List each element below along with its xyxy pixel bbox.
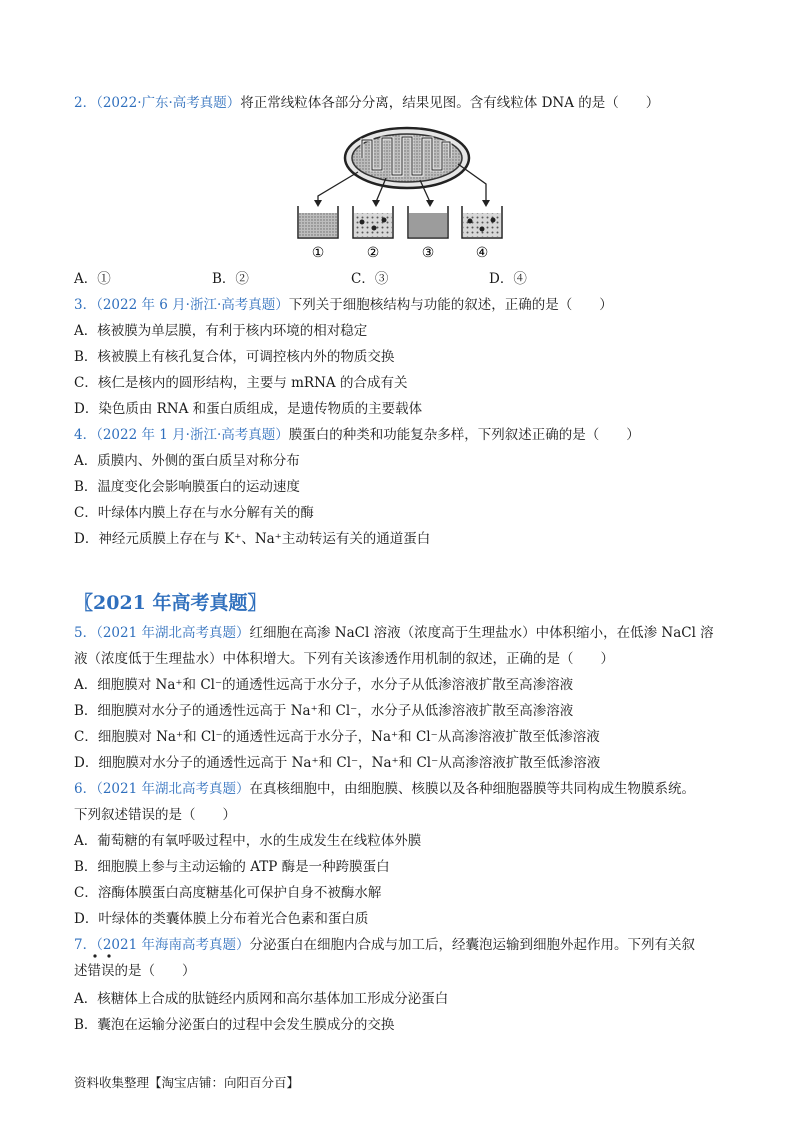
option-b: B．囊泡在运输分泌蛋白的过程中会发生膜成分的交换 [74,1017,395,1033]
question-source: （2022·广东·高考真题） [96,95,241,111]
question-source: （2022 年 6 月·浙江·高考真题） [96,297,289,313]
question-3-stem [74,296,613,314]
option-d: D．染色质由 RNA 和蛋白质组成，是遗传物质的主要载体 [74,401,423,417]
option-c: C．③ [351,271,389,287]
option-c: C．细胞膜对 Na⁺和 Cl⁻的通透性远高于水分子，Na⁺和 Cl⁻从高渗溶液扩散至低渗溶液 [74,729,600,745]
beaker-label-2: ② [366,245,380,261]
question-text: 膜蛋白的种类和功能复杂多样，下列叙述正确的是（ ） [288,427,640,443]
option-d: D．叶绿体的类囊体膜上分布着光合色素和蛋白质 [74,911,369,927]
question-number: 7． [74,937,97,953]
question-text-continued: 述错误的是（ ） [74,963,196,979]
option-a: A．核糖体上合成的肽链经内质网和高尔基体加工形成分泌蛋白 [74,991,449,1007]
question-source: （2021 年湖北高考真题） [96,625,250,641]
option-a: A．质膜内、外侧的蛋白质呈对称分布 [74,453,300,469]
question-text: 下列关于细胞核结构与功能的叙述，正确的是（ ） [288,297,613,313]
question-number: 4． [74,427,97,443]
option-b: B．核被膜上有核孔复合体，可调控核内外的物质交换 [74,349,395,365]
beaker-label-1: ① [311,245,325,261]
option-d: D．④ [489,271,527,287]
question-4-stem [74,426,640,444]
option-a: A．细胞膜对 Na⁺和 Cl⁻的通透性远高于水分子，水分子从低渗溶液扩散至高渗溶液 [74,677,574,693]
question-6-stem [74,780,695,798]
beaker-label-4: ④ [475,245,489,261]
option-b: B．细胞膜对水分子的通透性远高于 Na⁺和 Cl⁻，水分子从低渗溶液扩散至高渗溶液 [74,703,574,719]
option-a: A．葡萄糖的有氧呼吸过程中，水的生成发生在线粒体外膜 [74,833,422,849]
section-title: 〖2021 年高考真题〗 [74,592,267,614]
question-source: （2021 年海南高考真题） [96,937,250,953]
question-text: 红细胞在高渗 NaCl 溶液（浓度高于生理盐水）中体积缩小，在低渗 NaCl 溶 [249,625,714,641]
question-text: 分泌蛋白在细胞内合成与加工后，经囊泡运输到细胞外起作用。下列有关叙 [249,937,695,953]
question-number: 3． [74,297,97,313]
mitochondria-figure [290,120,520,264]
option-c: C．溶酶体膜蛋白高度糖基化可保护自身不被酶水解 [74,885,382,901]
option-b: B．温度变化会影响膜蛋白的运动速度 [74,479,300,495]
option-c: C．核仁是核内的圆形结构，主要与 mRNA 的合成有关 [74,375,408,391]
question-5-stem [74,624,714,642]
beaker-label-3: ③ [421,245,435,261]
emphasis-dots [91,952,121,960]
option-d: D．神经元质膜上存在与 K⁺、Na⁺主动转运有关的通道蛋白 [74,531,431,547]
option-b: B．② [212,271,249,287]
question-text-continued: 下列叙述错误的是（ ） [74,807,236,823]
question-source: （2021 年湖北高考真题） [96,781,250,797]
question-text: 将正常线粒体各部分分离，结果见图。含有线粒体 DNA 的是（ ） [240,95,660,111]
question-source: （2022 年 1 月·浙江·高考真题） [96,427,289,443]
option-d: D．细胞膜对水分子的通透性远高于 Na⁺和 Cl⁻，Na⁺和 Cl⁻从高渗溶液扩散至低渗溶液 [74,755,601,771]
question-number: 5． [74,625,97,641]
question-2-stem [74,94,659,112]
option-b: B．细胞膜上参与主动运输的 ATP 酶是一种跨膜蛋白 [74,859,390,875]
question-number: 6． [74,781,97,797]
question-text: 在真核细胞中，由细胞膜、核膜以及各种细胞器膜等共同构成生物膜系统。 [249,781,695,797]
question-text-continued: 液（浓度低于生理盐水）中体积增大。下列有关该渗透作用机制的叙述，正确的是（ ） [74,651,614,667]
page-footer: 资料收集整理【淘宝店铺：向阳百分百】 [74,1075,300,1090]
option-a: A．① [74,271,111,287]
option-c: C．叶绿体内膜上存在与水分解有关的酶 [74,505,314,521]
question-7-stem [74,936,695,954]
question-number: 2． [74,95,97,111]
option-a: A．核被膜为单层膜，有利于核内环境的相对稳定 [74,323,368,339]
